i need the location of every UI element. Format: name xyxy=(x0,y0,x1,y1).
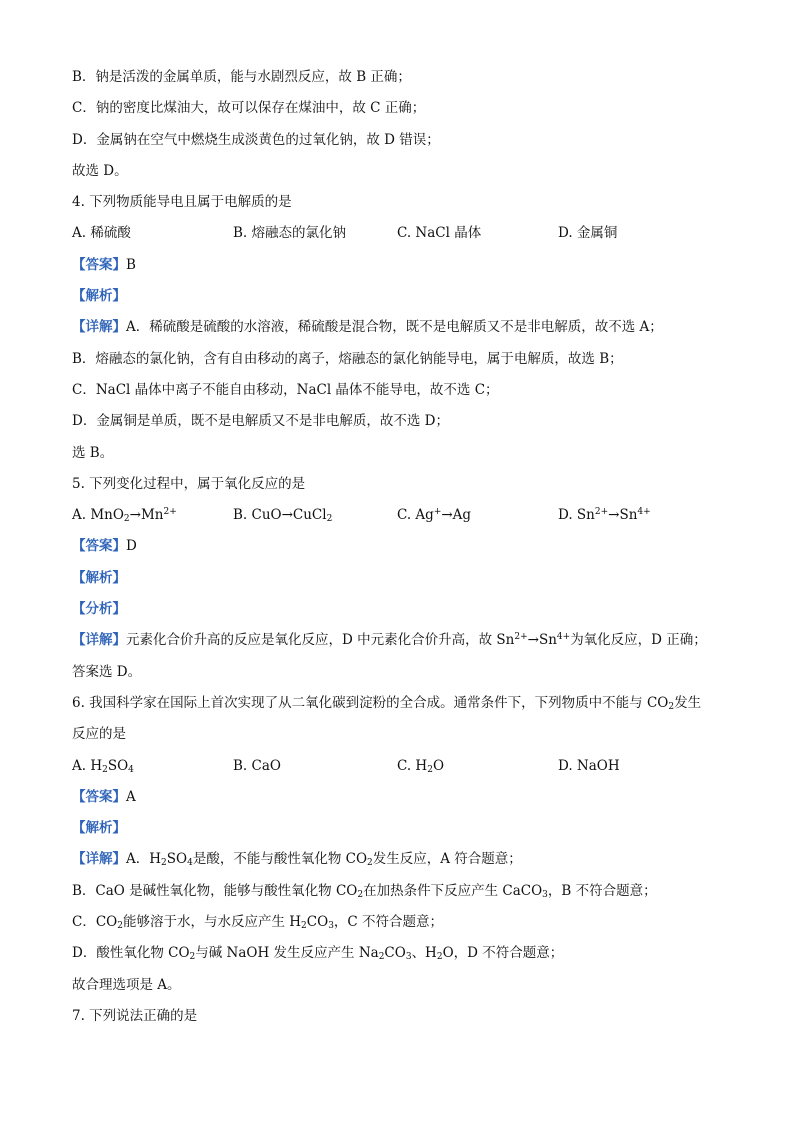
text-line xyxy=(72,531,732,562)
section-tag: 【答案】 xyxy=(72,256,126,273)
text-run: 故选 D。 xyxy=(72,162,128,179)
subscript: 2 xyxy=(102,764,108,775)
document-page xyxy=(72,62,732,1032)
text-run: D. Sn xyxy=(558,507,595,524)
subscript: 3 xyxy=(328,921,334,932)
subscript: 2 xyxy=(326,514,333,525)
text-run: CO xyxy=(384,945,406,962)
text-run: 7. 下列说法正确的是 xyxy=(72,1007,198,1024)
text-line xyxy=(72,250,732,281)
options-row xyxy=(72,500,732,531)
text-run: 故合理选项是 A。 xyxy=(72,976,181,993)
text-run: →Mn xyxy=(129,507,164,524)
text-line xyxy=(72,844,732,875)
text-run: 6. 我国科学家在国际上首次实现了从二氧化碳到淀粉的全合成。通常条件下，下列物质中不能与 CO xyxy=(72,694,669,711)
text-run: 在加热条件下反应产生 CaCO xyxy=(363,882,543,899)
text-line xyxy=(72,594,732,625)
subscript: 3 xyxy=(405,952,412,963)
section-tag: 【详解】 xyxy=(72,319,126,336)
text-run: O，D 不符合题意； xyxy=(442,945,564,962)
text-line xyxy=(72,782,732,813)
text-run: B. 熔融态的氯化钠 xyxy=(233,225,347,242)
text-line xyxy=(72,469,732,500)
text-run: 5. 下列变化过程中，属于氧化反应的是 xyxy=(72,475,306,492)
subscript: 2 xyxy=(427,764,433,775)
subscript: 2 xyxy=(123,514,130,525)
text-line xyxy=(72,406,732,437)
text-line xyxy=(72,625,732,656)
text-run: 、H xyxy=(411,945,437,962)
subscript: 2 xyxy=(357,889,364,900)
text-run: D．金属铜是单质，既不是电解质又不是非电解质，故不选 D； xyxy=(72,413,449,430)
text-run: C. H xyxy=(397,757,428,774)
text-run: B．钠是活泼的金属单质，能与水剧烈反应，故 B 正确； xyxy=(72,69,411,85)
option-item xyxy=(397,218,558,249)
text-run: 与碱 NaOH 发生反应产生 Na xyxy=(195,945,379,962)
option-item xyxy=(233,218,397,249)
text-line xyxy=(72,438,732,469)
section-tag: 【解析】 xyxy=(72,820,126,837)
text-line xyxy=(72,970,732,1001)
text-run: D. NaOH xyxy=(558,757,620,774)
option-item xyxy=(558,218,718,249)
superscript: 2+ xyxy=(163,507,177,518)
section-tag: 【答案】 xyxy=(72,538,126,555)
text-run: A. H xyxy=(72,757,103,774)
section-tag: 【解析】 xyxy=(72,569,126,586)
text-line xyxy=(72,62,732,93)
text-line xyxy=(72,1001,732,1032)
option-item xyxy=(397,751,558,782)
text-line xyxy=(72,813,732,844)
text-run: 为氧化反应，D 正确； xyxy=(570,632,707,649)
text-run: D．金属钠在空气中燃烧生成淡黄色的过氧化钠，故 D 错误； xyxy=(72,131,440,148)
subscript: 2 xyxy=(378,952,385,963)
text-line xyxy=(72,688,732,719)
text-line xyxy=(72,312,732,343)
option-item xyxy=(72,751,233,782)
text-run: C. NaCl 晶体 xyxy=(397,225,482,242)
text-line xyxy=(72,375,732,406)
text-run: A．稀硫酸是硫酸的水溶液，稀硫酸是混合物，既不是电解质又不是非电解质，故不选 A； xyxy=(126,319,663,336)
text-run: 反应的是 xyxy=(72,726,126,743)
text-run: A. MnO xyxy=(72,507,124,524)
section-tag: 【详解】 xyxy=(72,632,126,649)
text-run: B．熔融态的氯化钠，含有自由移动的离子，熔融态的氯化钠能导电，属于电解质，故选 B； xyxy=(72,350,623,367)
text-run: 发生反应，A 符合题意； xyxy=(372,851,522,868)
option-item xyxy=(72,500,233,531)
subscript: 2 xyxy=(301,921,307,932)
text-run: SO xyxy=(107,757,129,774)
text-run: →Sn xyxy=(527,632,557,649)
text-run: D. 金属铜 xyxy=(558,225,618,242)
subscript: 2 xyxy=(189,952,196,963)
text-run: CO xyxy=(306,914,329,931)
text-run: B xyxy=(126,256,136,273)
text-line xyxy=(72,907,732,938)
text-run: A. 稀硫酸 xyxy=(72,225,131,242)
subscript: 4 xyxy=(128,764,134,775)
text-run: 答案选 D。 xyxy=(72,663,142,680)
text-run: 能够溶于水，与水反应产生 H xyxy=(122,914,302,931)
text-line xyxy=(72,719,732,750)
text-run: →Sn xyxy=(608,507,638,524)
section-tag: 【详解】 xyxy=(72,851,126,868)
text-run: B. CuO→CuCl xyxy=(233,507,327,524)
text-run: B．CaO 是碱性氧化物，能够与酸性氧化物 CO xyxy=(72,882,358,899)
text-line xyxy=(72,344,732,375)
text-run: C. Ag xyxy=(397,507,434,524)
text-run: 发生 xyxy=(674,694,702,711)
text-line xyxy=(72,156,732,187)
superscript: 4+ xyxy=(556,632,571,643)
superscript: 4+ xyxy=(637,507,651,518)
text-run: C．CO xyxy=(72,914,118,931)
options-row xyxy=(72,218,732,249)
text-line xyxy=(72,281,732,312)
superscript: 2+ xyxy=(594,507,609,518)
text-run: →Ag xyxy=(441,507,472,524)
text-line xyxy=(72,187,732,218)
options-row xyxy=(72,751,732,782)
subscript: 2 xyxy=(161,858,167,869)
subscript: 4 xyxy=(187,858,193,869)
option-item xyxy=(558,500,718,531)
text-line xyxy=(72,563,732,594)
section-tag: 【解析】 xyxy=(72,288,126,305)
text-run: O xyxy=(432,757,445,774)
text-run: SO xyxy=(166,851,188,868)
text-run: D xyxy=(126,538,137,555)
subscript: 2 xyxy=(668,701,675,712)
option-item xyxy=(233,500,397,531)
text-line xyxy=(72,93,732,124)
option-item xyxy=(558,751,718,782)
text-run: D．酸性氧化物 CO xyxy=(72,945,190,962)
subscript: 3 xyxy=(542,889,548,900)
text-run: 元素化合价升高的反应是氧化反应，D 中元素化合价升高，故 Sn xyxy=(126,632,515,649)
subscript: 2 xyxy=(367,858,373,869)
text-run: 是酸，不能与酸性氧化物 CO xyxy=(192,851,368,868)
text-run: 4. 下列物质能导电且属于电解质的是 xyxy=(72,194,292,211)
superscript: + xyxy=(433,507,442,518)
text-run: B. CaO xyxy=(233,757,281,774)
text-run: ，C 不符合题意； xyxy=(333,914,444,931)
text-line xyxy=(72,657,732,688)
text-line xyxy=(72,876,732,907)
subscript: 2 xyxy=(436,952,443,963)
text-run: C．钠的密度比煤油大，故可以保存在煤油中，故 C 正确； xyxy=(72,100,426,117)
text-run: 选 B。 xyxy=(72,444,114,461)
text-run: A xyxy=(126,788,136,805)
text-run: ，B 不符合题意； xyxy=(547,882,657,899)
subscript: 2 xyxy=(117,921,123,932)
text-line xyxy=(72,125,732,156)
text-run: C．NaCl 晶体中离子不能自由移动，NaCl 晶体不能导电，故不选 C； xyxy=(72,381,499,398)
superscript: 2+ xyxy=(514,632,528,643)
text-run: A．H xyxy=(126,851,162,868)
option-item xyxy=(397,500,558,531)
text-line xyxy=(72,938,732,969)
option-item xyxy=(233,751,397,782)
section-tag: 【答案】 xyxy=(72,788,126,805)
section-tag: 【分析】 xyxy=(72,601,126,618)
option-item xyxy=(72,218,233,249)
